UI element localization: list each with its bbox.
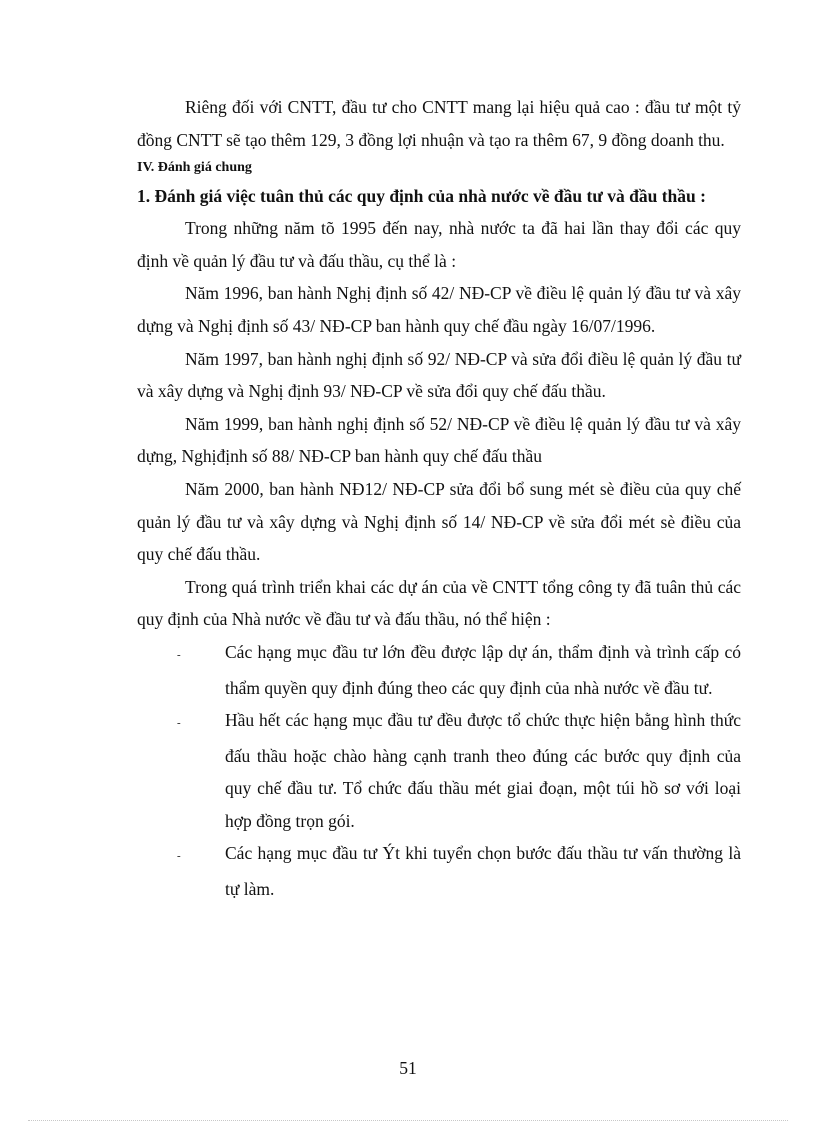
list-item xyxy=(137,837,741,905)
list-item-text: Hầu hết các hạng mục đầu tư đều được tổ chức thực hiện bằng hình thức đấu thầu hoặc chào hàng cạnh tranh theo đúng các bước quy định của quy chế đầu tư. Tổ chức đấu thầu mét giai đoạn, một túi hồ sơ với loại hợp đồng trọn gói. xyxy=(225,710,741,831)
page-bottom-divider xyxy=(28,1120,788,1121)
document-body xyxy=(137,91,741,906)
subsection-heading: 1. Đánh giá việc tuân thủ các quy định của nhà nước về đầu tư và đầu thầu : xyxy=(137,186,706,207)
paragraph-intro: Riêng đối với CNTT, đầu tư cho CNTT mang lại hiệu quả cao : đầu tư một tỷ đồng CNTT sẽ tạo thêm 129, 3 đồng lợi nhuận và tạo ra thêm 67, 9 đồng doanh thu. xyxy=(137,97,741,150)
list-item-text: Các hạng mục đầu tư Ýt khi tuyển chọn bước đấu thầu tư vấn thường là tự làm. xyxy=(225,843,741,900)
section-heading: IV. Đánh giá chung xyxy=(137,160,252,176)
bullet-dash-icon: - xyxy=(177,850,181,863)
bullet-dash-icon: - xyxy=(177,717,181,730)
paragraph-1999: Năm 1999, ban hành nghị định số 52/ NĐ-CP về điều lệ quản lý đầu tư và xây dựng, Nghịđịnh số 88/ NĐ-CP ban hành quy chế đấu thầu xyxy=(137,413,741,467)
paragraph-1996: Năm 1996, ban hành Nghị định số 42/ NĐ-CP về điều lệ quản lý đầu tư và xây dựng và Nghị định số 43/ NĐ-CP ban hành quy chế đầu ngày 16/07/1996. xyxy=(137,283,741,336)
paragraph-process: Trong quá trình triển khai các dự án của về CNTT tổng công ty đã tuân thủ các quy định của Nhà nước về đầu tư và đấu thầu, nó thể hiện : xyxy=(137,576,741,630)
paragraph-regulation-changes: Trong những năm tõ 1995 đến nay, nhà nước ta đã hai lần thay đổi các quy định về quản lý đầu tư và đấu thầu, cụ thể là : xyxy=(137,218,741,271)
list-item xyxy=(137,636,741,704)
page-number: 51 xyxy=(399,1058,417,1078)
list-item xyxy=(137,704,741,837)
bullet-dash-icon: - xyxy=(177,648,181,661)
list-item-text: Các hạng mục đầu tư lớn đều được lập dự án, thẩm định và trình cấp có thẩm quyền quy định đúng theo các quy định của nhà nước về đầu tư. xyxy=(225,641,741,698)
paragraph-2000: Năm 2000, ban hành NĐ12/ NĐ-CP sửa đổi bổ sung mét sè điều của quy chế quản lý đầu tư và xây dựng và Nghị định số 14/ NĐ-CP về sửa đổi mét sè điều của quy chế đấu thầu. xyxy=(137,478,741,565)
paragraph-1997: Năm 1997, ban hành nghị định số 92/ NĐ-CP và sửa đổi điều lệ quản lý đầu tư và xây dựng và Nghị định 93/ NĐ-CP về sửa đổi quy chế đấu thầu. xyxy=(137,348,741,402)
